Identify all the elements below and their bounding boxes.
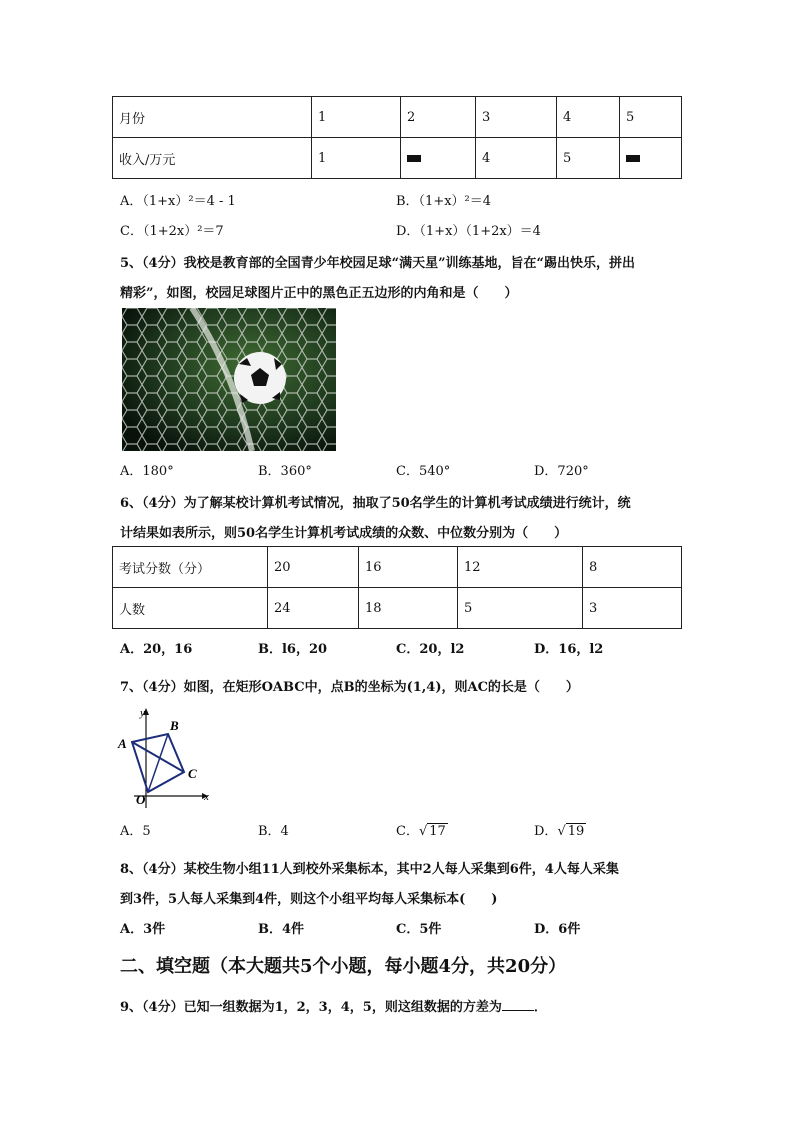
table-cell: 5: [620, 97, 682, 138]
option-c[interactable]: C．540°: [396, 464, 451, 479]
table-cell: 5: [458, 588, 583, 629]
question-5-line-1: 5、（4分）我校是教育部的全国青少年校园足球“满天星”训练基地，旨在“踢出快乐，拼出: [120, 256, 636, 271]
income-table: [112, 96, 682, 179]
origin-label: O: [136, 792, 146, 807]
table-cell: 2: [401, 97, 476, 138]
table-cell: 4: [557, 97, 620, 138]
sqrt-radicand: 17: [429, 824, 446, 839]
point-a-label: A: [118, 736, 127, 751]
table-cell: 8: [583, 547, 682, 588]
option-b[interactable]: B．4件: [258, 922, 305, 937]
option-c[interactable]: C．20，l2: [396, 642, 465, 657]
soccer-net-photo: [122, 308, 336, 451]
sqrt-icon: √ 19: [557, 824, 585, 839]
option-a[interactable]: A．（1+x）²＝4 - 1: [120, 194, 236, 209]
table-cell: 1: [312, 138, 401, 179]
question-5-line-2: 精彩”，如图，校园足球图片正中的黑色正五边形的内角和是（ ）: [120, 286, 518, 301]
question-6-line-2: 计结果如表所示，则50名学生计算机考试成绩的众数、中位数分别为（ ）: [120, 526, 568, 541]
table-cell: 16: [359, 547, 458, 588]
table-cell: [620, 138, 682, 179]
option-d[interactable]: D．6件: [534, 922, 581, 937]
point-b-label: B: [170, 718, 179, 733]
table-cell: 4: [476, 138, 557, 179]
table-cell: 考试分数（分）: [113, 547, 268, 588]
option-a[interactable]: A．3件: [120, 922, 166, 937]
section-heading: 二、填空题（本大题共5个小题，每小题4分，共20分）: [120, 956, 567, 977]
question-8-line-2: 到3件，5人每人采集到4件，则这个小组平均每人采集标本( ): [120, 892, 498, 907]
option-c-label: C．: [396, 824, 419, 839]
table-cell: 人数: [113, 588, 268, 629]
point-c-label: C: [188, 766, 197, 781]
question-6-line-1: 6、（4分）为了解某校计算机考试情况，抽取了50名学生的计算机考试成绩进行统计，统: [120, 496, 631, 511]
option-b[interactable]: B．4: [258, 824, 289, 839]
option-c[interactable]: C．（1+2x）²＝7: [120, 224, 224, 239]
table-cell: 3: [476, 97, 557, 138]
table-cell: 5: [557, 138, 620, 179]
table-cell: 1: [312, 97, 401, 138]
table-cell: 3: [583, 588, 682, 629]
question-9-text: 9、（4分）已知一组数据为1，2，3，4，5，则这组数据的方差为: [120, 1000, 502, 1015]
table-cell: 20: [268, 547, 359, 588]
question-9: [120, 996, 547, 1015]
question-7: 7、（4分）如图，在矩形OABC中，点B的坐标为(1,4)，则AC的长是（ ）: [120, 680, 579, 695]
option-a[interactable]: A．180°: [120, 464, 174, 479]
x-axis-label: x: [204, 791, 209, 803]
option-b[interactable]: B．l6，20: [258, 642, 328, 657]
y-axis-label: y: [140, 707, 145, 719]
redacted-mark: [626, 155, 640, 162]
table-cell: 24: [268, 588, 359, 629]
option-d[interactable]: D．720°: [534, 464, 589, 479]
sqrt-radicand: 19: [567, 824, 585, 839]
rectangle-figure: [116, 704, 216, 808]
table-cell: 12: [458, 547, 583, 588]
question-9-end: ．: [533, 1000, 547, 1015]
table-cell: 18: [359, 588, 458, 629]
option-c[interactable]: [396, 820, 448, 839]
option-b[interactable]: B．360°: [258, 464, 312, 479]
table-cell: 月份: [113, 97, 312, 138]
question-8-line-1: 8、（4分）某校生物小组11人到校外采集标本，其中2人每人采集到6件，4人每人采集: [120, 862, 619, 877]
table-cell: [401, 138, 476, 179]
option-d[interactable]: [534, 820, 586, 839]
table-cell: 收入/万元: [113, 138, 312, 179]
option-c[interactable]: C．5件: [396, 922, 442, 937]
option-d-label: D．: [534, 824, 558, 839]
option-b[interactable]: B．（1+x）²＝4: [396, 194, 492, 209]
option-a[interactable]: A．5: [120, 824, 151, 839]
option-a[interactable]: A．20，16: [120, 642, 193, 657]
table-row: [113, 138, 682, 179]
option-d[interactable]: D．16，l2: [534, 642, 604, 657]
redacted-mark: [407, 155, 421, 162]
sqrt-icon: √ 17: [418, 824, 446, 839]
soccer-ball-icon: [122, 308, 336, 451]
table-row: [113, 547, 682, 588]
option-d[interactable]: D．（1+x）（1+2x）＝4: [396, 224, 541, 239]
score-table: [112, 546, 682, 629]
answer-blank[interactable]: [502, 998, 534, 1011]
table-row: [113, 588, 682, 629]
table-row: [113, 97, 682, 138]
